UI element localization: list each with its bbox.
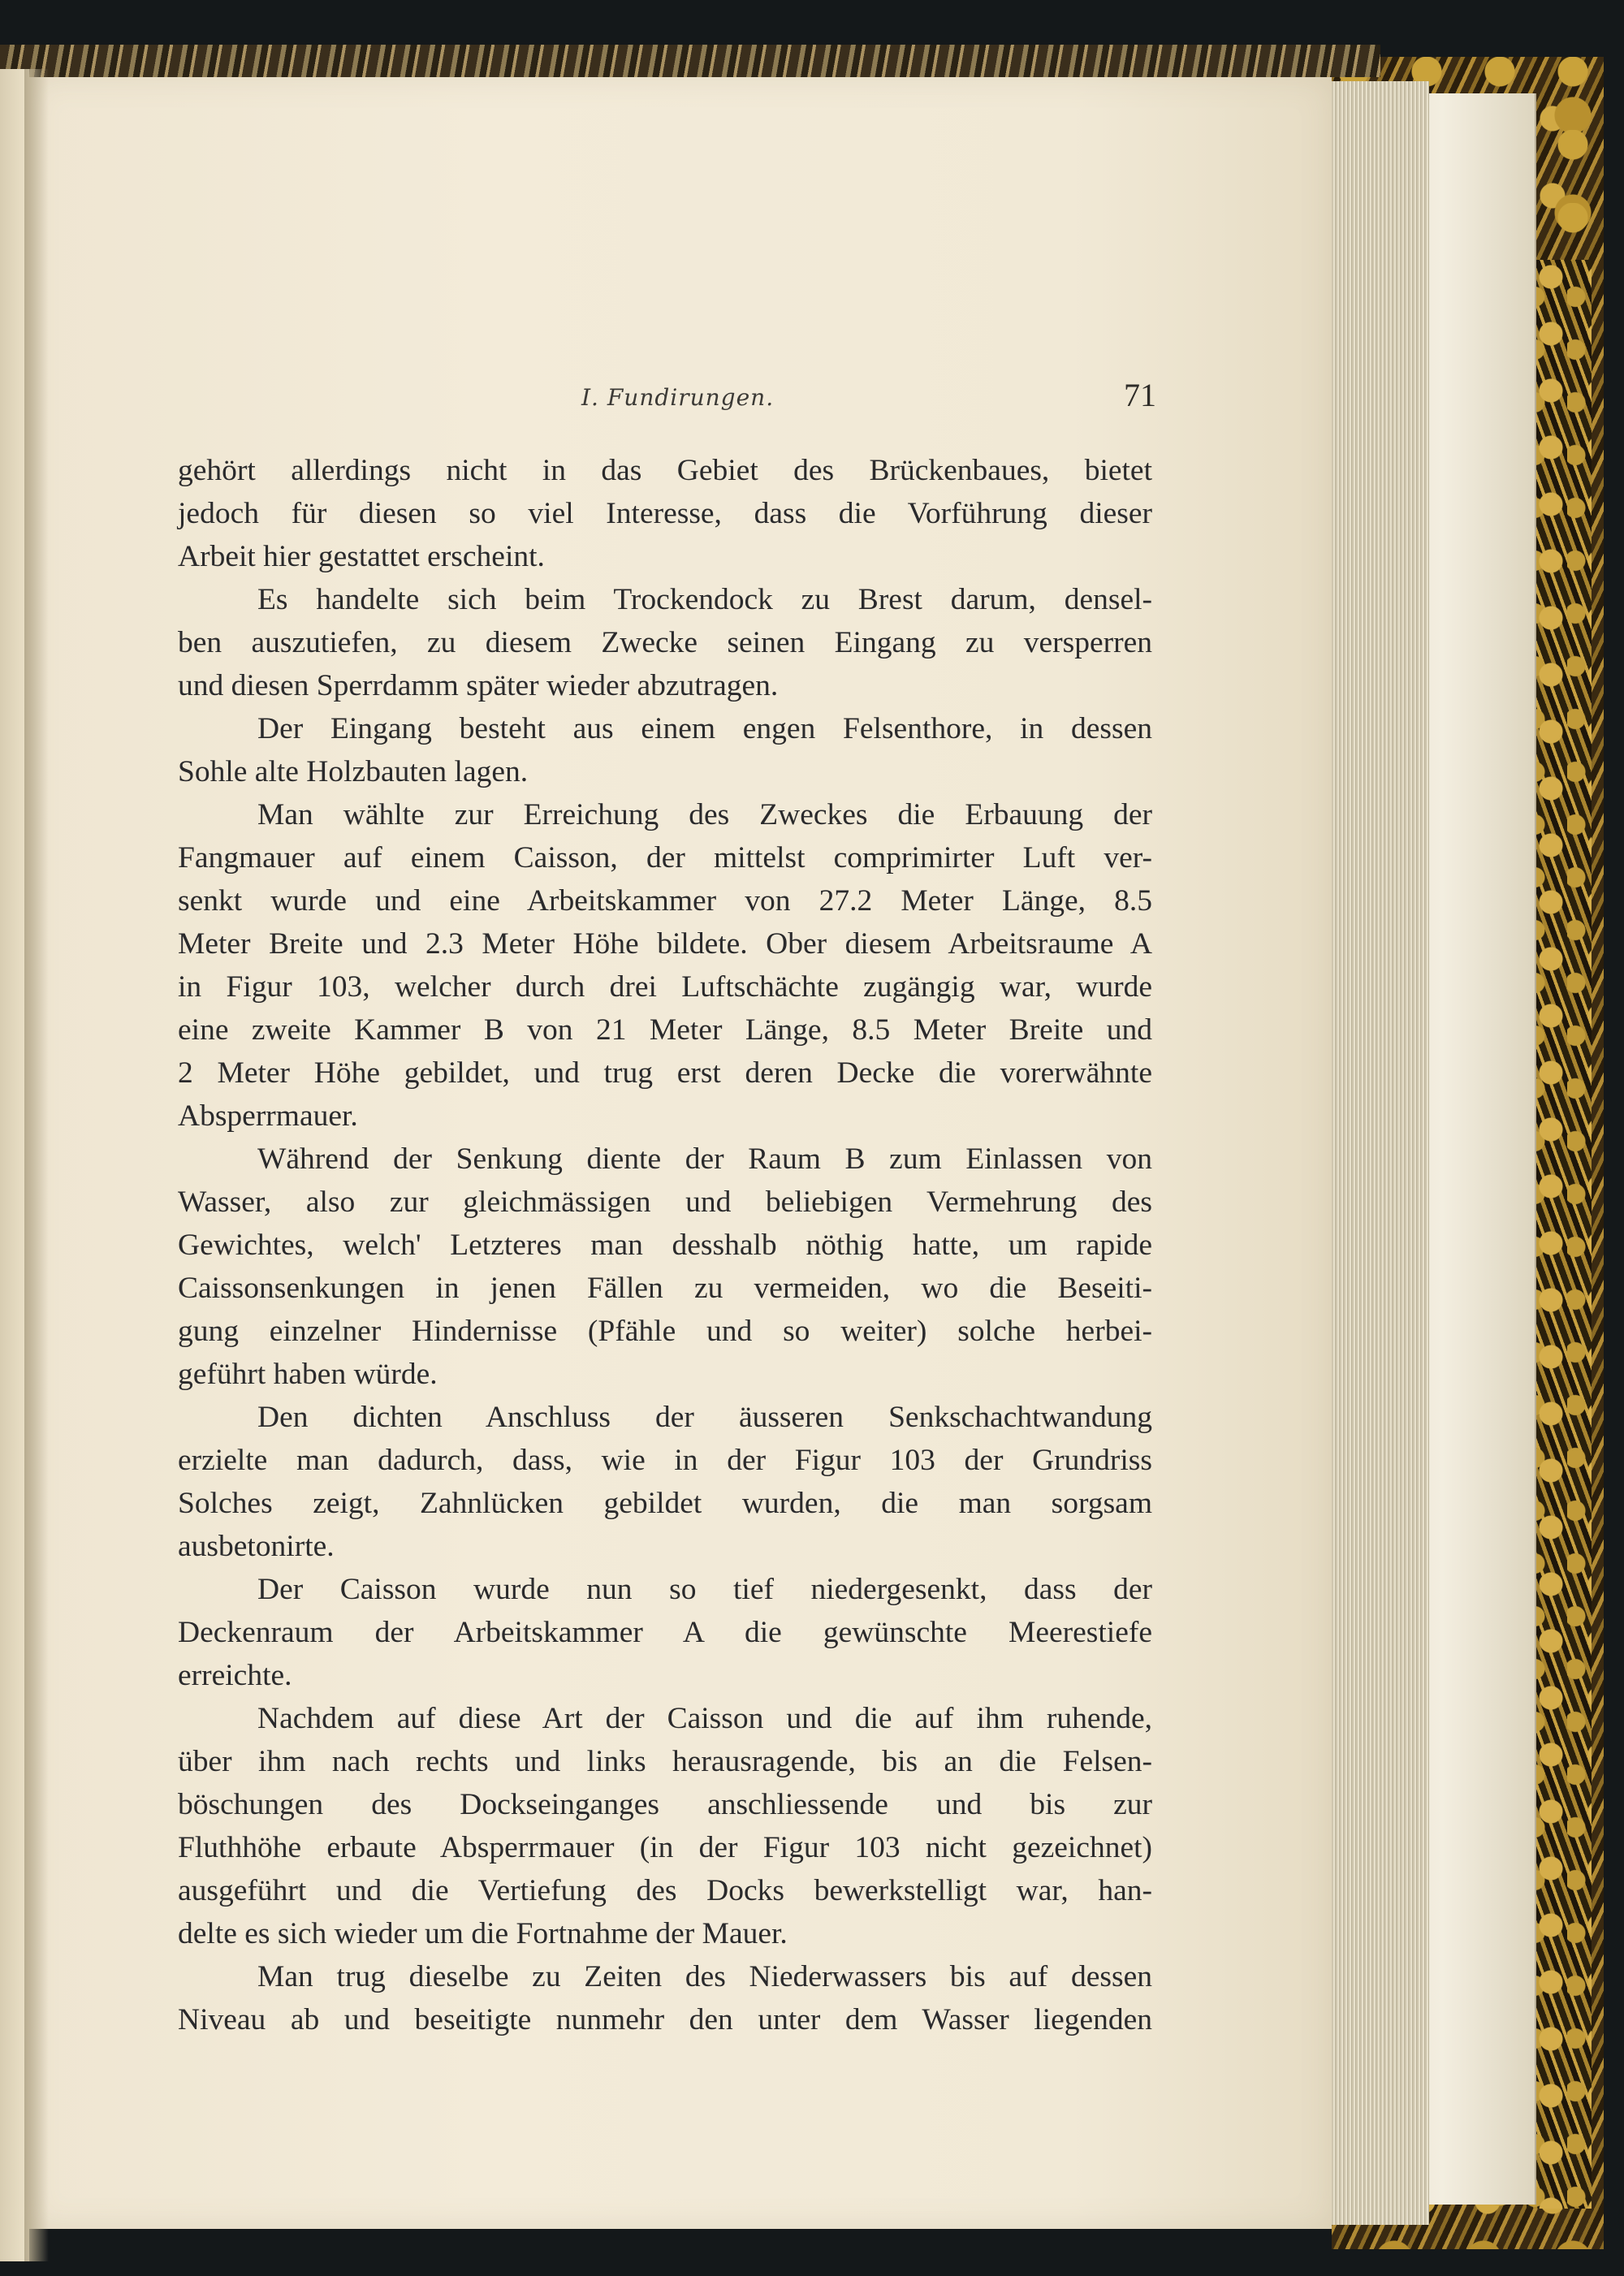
text-line: Wasser, also zur gleichmässigen und beliebigen Vermehrung des xyxy=(178,1186,1152,1219)
body-text xyxy=(178,449,1152,2041)
text-line: gung einzelner Hindernisse (Pfähle und so weiter) solche herbei- xyxy=(178,1315,1152,1348)
text-line: ausgeführt und die Vertiefung des Docks bewerkstelligt war, han- xyxy=(178,1874,1152,1907)
text-line: ausbetonirte. xyxy=(178,1530,335,1563)
text-line: Man trug dieselbe zu Zeiten des Niederwassers bis auf dessen xyxy=(257,1960,1152,1993)
text-line: Solches zeigt, Zahnlücken gebildet wurden, die man sorgsam xyxy=(178,1487,1152,1520)
book-top-edge xyxy=(0,45,1380,77)
text-line: böschungen des Dockseinganges anschliessende und bis zur xyxy=(178,1788,1152,1821)
text-line: Den dichten Anschluss der äusseren Senkschachtwandung xyxy=(257,1401,1152,1434)
text-line: Absperrmauer. xyxy=(178,1099,358,1133)
text-line: Niveau ab und beseitigte nunmehr den unter dem Wasser liegenden xyxy=(178,2003,1152,2036)
text-line: ben auszutiefen, zu diesem Zwecke seinen Eingang zu versperren xyxy=(178,626,1152,659)
page-number: 71 xyxy=(1124,377,1156,413)
book-cover-marbled-edge xyxy=(1527,260,1592,2209)
page-fore-edge xyxy=(1332,81,1429,2225)
text-line: Während der Senkung diente der Raum B zum Einlassen von xyxy=(257,1142,1152,1176)
text-line: in Figur 103, welcher durch drei Luftschächte zugängig war, wurde xyxy=(178,970,1152,1004)
text-line: Nachdem auf diese Art der Caisson und die auf ihm ruhende, xyxy=(257,1702,1152,1735)
text-line: Gewichtes, welch' Letzteres man desshalb nöthig hatte, um rapide xyxy=(178,1229,1152,1262)
text-line: senkt wurde und eine Arbeitskammer von 27.2 Meter Länge, 8.5 xyxy=(178,884,1152,918)
text-line: geführt haben würde. xyxy=(178,1358,438,1391)
text-line: Der Caisson wurde nun so tief niedergesenkt, dass der xyxy=(257,1573,1152,1606)
text-line: Fangmauer auf einem Caisson, der mittelst comprimirter Luft ver- xyxy=(178,841,1152,875)
text-line: eine zweite Kammer B von 21 Meter Länge, 8.5 Meter Breite und xyxy=(178,1013,1152,1047)
text-line: Der Eingang besteht aus einem engen Felsenthore, in dessen xyxy=(257,712,1152,745)
text-line: 2 Meter Höhe gebildet, und trug erst deren Decke die vorerwähnte xyxy=(178,1056,1152,1090)
text-line: Man wählte zur Erreichung des Zweckes die Erbauung der xyxy=(257,798,1152,831)
running-head: I. Fundirungen. xyxy=(581,384,775,411)
text-line: jedoch für diesen so viel Interesse, dass die Vorführung dieser xyxy=(178,497,1152,530)
text-line: Arbeit hier gestattet erscheint. xyxy=(178,540,545,573)
text-line: Es handelte sich beim Trockendock zu Brest darum, densel- xyxy=(257,583,1152,616)
page-gutter-shadow xyxy=(24,69,49,2261)
text-line: Caissonsenkungen in jenen Fällen zu vermeiden, wo die Beseiti- xyxy=(178,1272,1152,1305)
text-line: gehört allerdings nicht in das Gebiet des Brückenbaues, bietet xyxy=(178,454,1152,487)
text-line: erzielte man dadurch, dass, wie in der Figur 103 der Grundriss xyxy=(178,1444,1152,1477)
text-line: über ihm nach rechts und links herausragende, bis an die Felsen- xyxy=(178,1745,1152,1778)
book-page xyxy=(29,77,1332,2229)
text-line: Meter Breite und 2.3 Meter Höhe bildete. Ober diesem Arbeitsraume A xyxy=(178,927,1152,961)
text-line: Fluthhöhe erbaute Absperrmauer (in der Figur 103 nicht gezeichnet) xyxy=(178,1831,1152,1864)
text-line: Sohle alte Holzbauten lagen. xyxy=(178,755,529,788)
text-line: erreichte. xyxy=(178,1659,292,1692)
text-line: und diesen Sperrdamm später wieder abzutragen. xyxy=(178,669,779,702)
text-line: delte es sich wieder um die Fortnahme der Mauer. xyxy=(178,1917,788,1950)
text-line: Deckenraum der Arbeitskammer A die gewünschte Meerestiefe xyxy=(178,1616,1152,1649)
